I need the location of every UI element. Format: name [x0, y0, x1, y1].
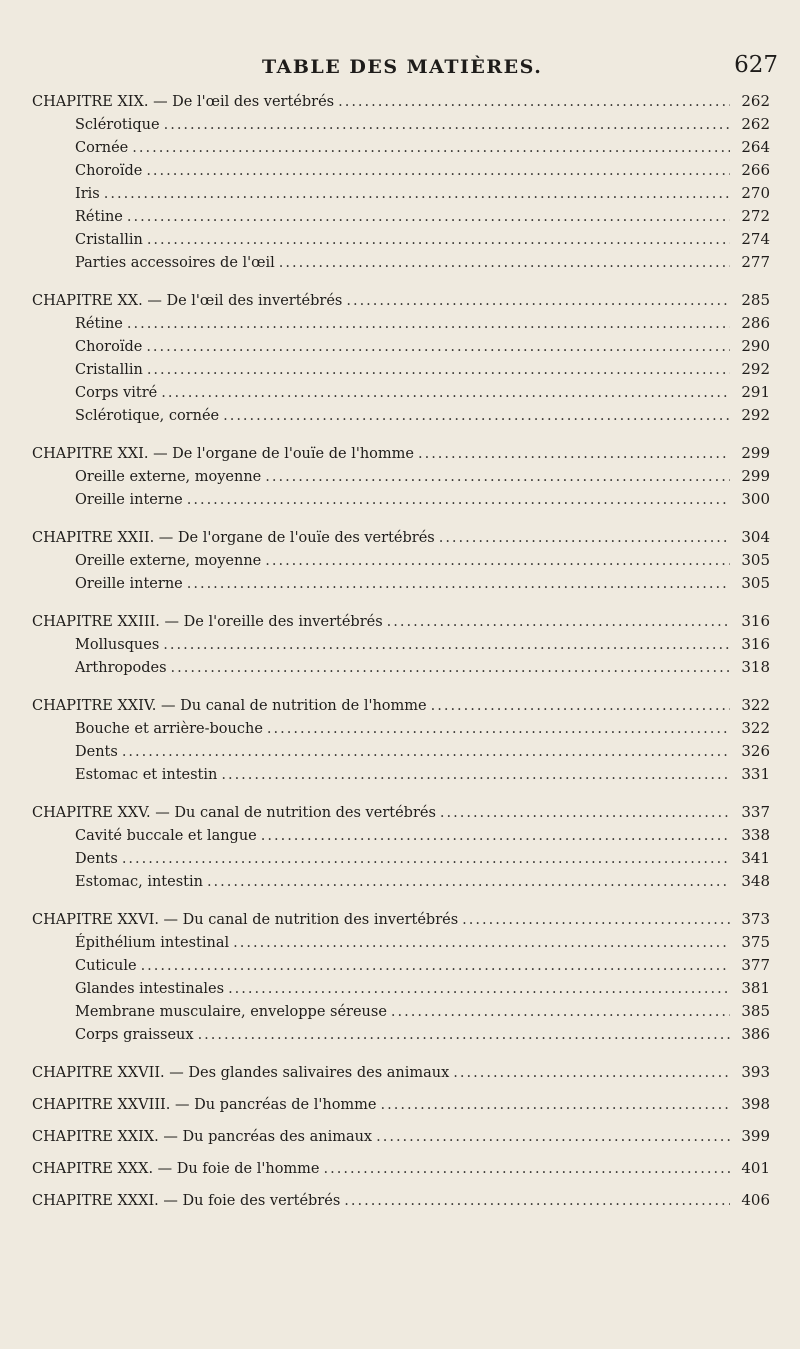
- running-title: TABLE DES MATIÈRES.: [262, 56, 543, 78]
- section-entry-page: 262: [741, 115, 770, 133]
- section-entry: [0, 1000, 800, 1023]
- section-entry-page: 292: [741, 406, 770, 424]
- section-entry: [0, 381, 800, 404]
- dot-leader: [207, 871, 730, 894]
- dot-leader: [453, 1061, 730, 1085]
- section-entry-page: 386: [741, 1025, 770, 1043]
- dot-leader: [376, 1125, 730, 1149]
- section-entry: [0, 136, 800, 159]
- section-entry: [0, 977, 800, 1000]
- section-entry-page: 322: [741, 719, 770, 737]
- dot-leader: [228, 978, 730, 1001]
- chapter-heading-label: CHAPITRE XXIX. — Du pancréas des animaux: [32, 1129, 373, 1145]
- section-entry-page: 305: [741, 574, 770, 592]
- chapter-heading-label: CHAPITRE XXVIII. — Du pancréas de l'homme: [32, 1097, 377, 1113]
- section-entry: [0, 763, 800, 786]
- chapter-heading: [0, 693, 800, 717]
- chapter-heading-page: 304: [741, 528, 770, 546]
- dot-leader: [141, 955, 730, 978]
- section-entry-label: Cristallin: [75, 362, 143, 378]
- dot-leader: [381, 1093, 730, 1117]
- section-entry: [0, 717, 800, 740]
- section-entry: [0, 113, 800, 136]
- dot-leader: [440, 801, 730, 825]
- section-entry-page: 286: [741, 314, 770, 332]
- page-number: 627: [734, 52, 778, 78]
- dot-leader: [127, 313, 730, 336]
- section-entry: [0, 312, 800, 335]
- section-entry-label: Dents: [75, 744, 118, 760]
- chapter-spacer: [0, 1084, 800, 1092]
- dot-leader: [261, 825, 730, 848]
- dot-leader: [146, 336, 730, 359]
- section-entry-page: 292: [741, 360, 770, 378]
- section-entry-label: Estomac et intestin: [75, 767, 218, 783]
- chapter-heading-page: 299: [741, 444, 770, 462]
- section-entry-label: Corps graisseux: [75, 1027, 194, 1043]
- chapter-heading-label: CHAPITRE XXI. — De l'organe de l'ouïe de l'homme: [32, 446, 414, 462]
- section-entry-page: 274: [741, 230, 770, 248]
- dot-leader: [122, 741, 730, 764]
- section-entry-page: 381: [741, 979, 770, 997]
- chapter-heading-page: 337: [741, 803, 770, 821]
- chapter-heading-label: CHAPITRE XXVII. — Des glandes salivaires des animaux: [32, 1065, 450, 1081]
- section-entry-page: 318: [741, 658, 770, 676]
- dot-leader: [418, 442, 730, 466]
- dot-leader: [164, 114, 730, 137]
- dot-leader: [171, 657, 730, 680]
- chapter-heading-label: CHAPITRE XXXI. — Du foie des vertébrés: [32, 1193, 341, 1209]
- chapter-spacer: [0, 427, 800, 441]
- chapter-spacer: [0, 511, 800, 525]
- chapter-entry: [0, 1060, 800, 1084]
- section-entry: [0, 182, 800, 205]
- section-entry-label: Glandes intestinales: [75, 981, 225, 997]
- chapter-heading-label: CHAPITRE XXV. — Du canal de nutrition des vertébrés: [32, 805, 436, 821]
- section-entry-label: Membrane musculaire, enveloppe séreuse: [75, 1004, 387, 1020]
- section-entry-label: Cornée: [75, 140, 129, 156]
- chapter-spacer: [0, 1148, 800, 1156]
- chapter-entry: [0, 1188, 800, 1212]
- section-entry-page: 331: [741, 765, 770, 783]
- chapter-heading-label: CHAPITRE XXVI. — Du canal de nutrition des invertébrés: [32, 912, 459, 928]
- section-entry-page: 277: [741, 253, 770, 271]
- chapter-spacer: [0, 1180, 800, 1188]
- chapter-spacer: [0, 1046, 800, 1060]
- dot-leader: [221, 764, 730, 787]
- dot-leader: [233, 932, 730, 955]
- chapter-heading: [0, 609, 800, 633]
- section-entry-page: 326: [741, 742, 770, 760]
- chapter-heading-label: CHAPITRE XIX. — De l'œil des vertébrés: [32, 94, 335, 110]
- running-head: [0, 52, 800, 86]
- section-entry-page: 264: [741, 138, 770, 156]
- section-entry-label: Cuticule: [75, 958, 137, 974]
- dot-leader: [324, 1157, 730, 1181]
- chapter-entry: [0, 1124, 800, 1148]
- section-entry-page: 291: [741, 383, 770, 401]
- section-entry-page: 348: [741, 872, 770, 890]
- chapter-spacer: [0, 786, 800, 800]
- section-entry-page: 290: [741, 337, 770, 355]
- dot-leader: [431, 694, 730, 718]
- section-entry: [0, 335, 800, 358]
- chapter-heading-page: 285: [741, 291, 770, 309]
- dot-leader: [279, 252, 730, 275]
- dot-leader: [391, 1001, 730, 1024]
- dot-leader: [161, 382, 730, 405]
- dot-leader: [122, 848, 730, 871]
- dot-leader: [387, 610, 730, 634]
- dot-leader: [187, 489, 730, 512]
- table-of-contents: [0, 89, 800, 1212]
- dot-leader: [127, 206, 730, 229]
- section-entry-page: 300: [741, 490, 770, 508]
- chapter-entry: [0, 693, 800, 786]
- section-entry: [0, 205, 800, 228]
- section-entry: [0, 931, 800, 954]
- section-entry: [0, 404, 800, 427]
- chapter-heading-page: 316: [741, 612, 770, 630]
- dot-leader: [267, 718, 730, 741]
- section-entry: [0, 159, 800, 182]
- dot-leader: [163, 634, 730, 657]
- chapter-heading-page: 401: [741, 1159, 770, 1177]
- section-entry-label: Sclérotique, cornée: [75, 408, 220, 424]
- section-entry-page: 375: [741, 933, 770, 951]
- dot-leader: [338, 90, 730, 114]
- dot-leader: [439, 526, 730, 550]
- chapter-heading-label: CHAPITRE XXII. — De l'organe de l'ouïe des vertébrés: [32, 530, 435, 546]
- section-entry: [0, 740, 800, 763]
- section-entry-label: Dents: [75, 851, 118, 867]
- section-entry-label: Choroïde: [75, 163, 143, 179]
- chapter-heading-label: CHAPITRE XXIV. — Du canal de nutrition de l'homme: [32, 698, 427, 714]
- dot-leader: [344, 1189, 730, 1213]
- chapter-heading-page: 262: [741, 92, 770, 110]
- section-entry: [0, 633, 800, 656]
- section-entry: [0, 549, 800, 572]
- chapter-heading-page: 393: [741, 1063, 770, 1081]
- section-entry: [0, 824, 800, 847]
- chapter-entry: [0, 525, 800, 595]
- chapter-spacer: [0, 595, 800, 609]
- dot-leader: [147, 229, 730, 252]
- chapter-entry: [0, 288, 800, 427]
- dot-leader: [265, 466, 730, 489]
- section-entry-label: Iris: [75, 186, 100, 202]
- section-entry-page: 385: [741, 1002, 770, 1020]
- chapter-heading: [0, 1188, 800, 1212]
- chapter-heading: [0, 441, 800, 465]
- section-entry-label: Rétine: [75, 209, 123, 225]
- section-entry-label: Oreille externe, moyenne: [75, 469, 262, 485]
- section-entry-page: 266: [741, 161, 770, 179]
- section-entry-label: Choroïde: [75, 339, 143, 355]
- chapter-entry: [0, 907, 800, 1046]
- section-entry-page: 270: [741, 184, 770, 202]
- chapter-spacer: [0, 274, 800, 288]
- chapter-heading-label: CHAPITRE XXX. — Du foie de l'homme: [32, 1161, 320, 1177]
- section-entry-page: 377: [741, 956, 770, 974]
- section-entry-label: Parties accessoires de l'œil: [75, 255, 275, 271]
- chapter-heading-page: 373: [741, 910, 770, 928]
- chapter-heading: [0, 525, 800, 549]
- chapter-heading: [0, 1092, 800, 1116]
- section-entry-page: 338: [741, 826, 770, 844]
- section-entry-page: 341: [741, 849, 770, 867]
- section-entry: [0, 847, 800, 870]
- chapter-entry: [0, 89, 800, 274]
- dot-leader: [223, 405, 730, 428]
- chapter-heading-page: 398: [741, 1095, 770, 1113]
- section-entry: [0, 870, 800, 893]
- section-entry-label: Estomac, intestin: [75, 874, 203, 890]
- dot-leader: [198, 1024, 730, 1047]
- chapter-spacer: [0, 1116, 800, 1124]
- chapter-entry: [0, 1156, 800, 1180]
- section-entry: [0, 488, 800, 511]
- chapter-heading-label: CHAPITRE XX. — De l'œil des invertébrés: [32, 293, 343, 309]
- chapter-heading-page: 399: [741, 1127, 770, 1145]
- section-entry-label: Bouche et arrière-bouche: [75, 721, 263, 737]
- section-entry-label: Épithélium intestinal: [75, 935, 230, 951]
- section-entry: [0, 656, 800, 679]
- section-entry-page: 272: [741, 207, 770, 225]
- chapter-heading-label: CHAPITRE XXIII. — De l'oreille des invertébrés: [32, 614, 383, 630]
- section-entry-page: 316: [741, 635, 770, 653]
- section-entry-label: Oreille externe, moyenne: [75, 553, 262, 569]
- dot-leader: [132, 137, 730, 160]
- chapter-heading: [0, 288, 800, 312]
- chapter-heading: [0, 800, 800, 824]
- chapter-heading-page: 406: [741, 1191, 770, 1209]
- dot-leader: [104, 183, 730, 206]
- section-entry: [0, 572, 800, 595]
- section-entry-label: Corps vitré: [75, 385, 158, 401]
- chapter-heading: [0, 1060, 800, 1084]
- section-entry-page: 299: [741, 467, 770, 485]
- section-entry-label: Sclérotique: [75, 117, 160, 133]
- chapter-entry: [0, 441, 800, 511]
- section-entry-page: 305: [741, 551, 770, 569]
- section-entry-label: Cavité buccale et langue: [75, 828, 257, 844]
- chapter-heading-page: 322: [741, 696, 770, 714]
- chapter-heading: [0, 907, 800, 931]
- dot-leader: [462, 908, 730, 932]
- section-entry: [0, 954, 800, 977]
- chapter-entry: [0, 609, 800, 679]
- section-entry: [0, 228, 800, 251]
- chapter-heading: [0, 1124, 800, 1148]
- section-entry-label: Arthropodes: [75, 660, 167, 676]
- section-entry-label: Oreille interne: [75, 576, 183, 592]
- section-entry-label: Rétine: [75, 316, 123, 332]
- section-entry: [0, 1023, 800, 1046]
- chapter-heading: [0, 89, 800, 113]
- section-entry-label: Oreille interne: [75, 492, 183, 508]
- chapter-spacer: [0, 893, 800, 907]
- section-entry-label: Cristallin: [75, 232, 143, 248]
- section-entry: [0, 465, 800, 488]
- section-entry-label: Mollusques: [75, 637, 160, 653]
- dot-leader: [187, 573, 730, 596]
- dot-leader: [346, 289, 730, 313]
- dot-leader: [265, 550, 730, 573]
- chapter-entry: [0, 800, 800, 893]
- dot-leader: [146, 160, 730, 183]
- section-entry: [0, 251, 800, 274]
- dot-leader: [147, 359, 730, 382]
- chapter-heading: [0, 1156, 800, 1180]
- chapter-entry: [0, 1092, 800, 1116]
- chapter-spacer: [0, 679, 800, 693]
- section-entry: [0, 358, 800, 381]
